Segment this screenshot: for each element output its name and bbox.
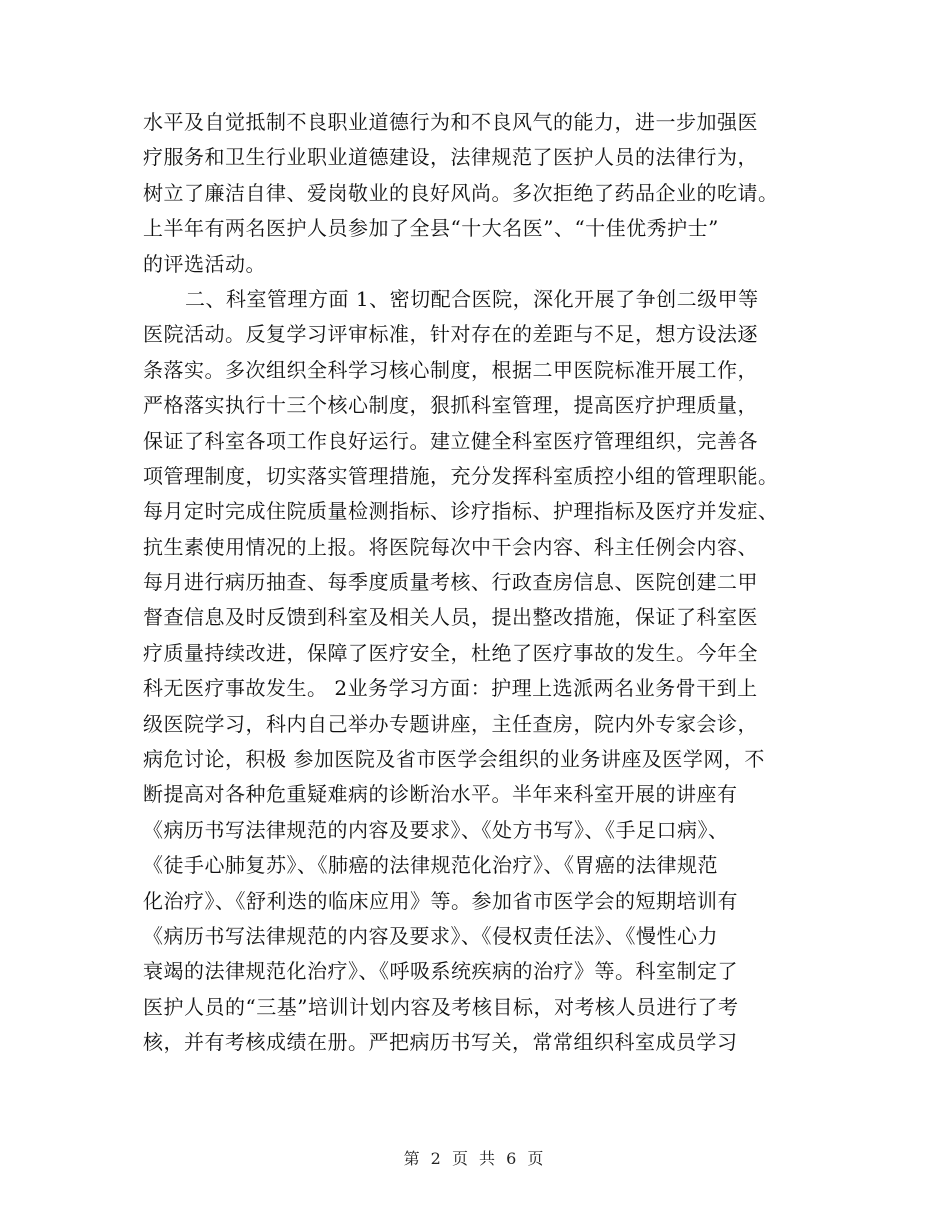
text-line: 的评选活动。 xyxy=(143,251,266,276)
text-line: 医护人员的“三基”培训计划内容及考核目标，对考核人员进行了考 xyxy=(143,994,739,1019)
text-line: 化治疗》、《舒利迭的临床应用》等。参加省市医学会的短期培训有 xyxy=(143,888,738,913)
text-line: 衰竭的法律规范化治疗》、《呼吸系统疾病的治疗》等。科室制定了 xyxy=(143,959,738,984)
text-line: 条落实。多次组织全科学习核心制度，根据二甲医院标准开展工作， xyxy=(143,357,758,382)
text-line: 《病历书写法律规范的内容及要求》、《处方书写》、《手足口病》、 xyxy=(143,817,729,842)
text-line: 科无医疗事故发生。 2业务学习方面：护理上选派两名业务骨干到上 xyxy=(143,676,758,701)
text-line: 疗服务和卫生行业职业道德建设，法律规范了医护人员的法律行为， xyxy=(143,145,758,170)
text-line: 每月定时完成住院质量检测指标、诊疗指标、护理指标及医疗并发症、 xyxy=(143,499,779,524)
text-line: 断提高对各种危重疑难病的诊断治水平。半年来科室开展的讲座有 xyxy=(143,782,738,807)
body-text xyxy=(143,105,823,1061)
text-line: 水平及自觉抵制不良职业道德行为和不良风气的能力，进一步加强医 xyxy=(143,110,758,134)
text-line: 二、科室管理方面 1、密切配合医院，深化开展了争创二级甲等 xyxy=(185,286,759,311)
text-line: 抗生素使用情况的上报。将医院每次中干会内容、科主任例会内容、 xyxy=(143,534,758,559)
text-line: 严格落实执行十三个核心制度，狠抓科室管理，提高医疗护理质量， xyxy=(143,393,758,418)
text-line: 树立了廉洁自律、爱岗敬业的良好风尚。多次拒绝了药品企业的吃请。 xyxy=(143,180,779,205)
text-line: 医院活动。反复学习评审标准，针对存在的差距与不足，想方设法逐 xyxy=(143,322,758,347)
text-line: 上半年有两名医护人员参加了全县“十大名医”、“十佳优秀护士” xyxy=(143,216,719,241)
text-line: 病危讨论，积极 参加医院及省市医学会组织的业务讲座及医学网，不 xyxy=(143,747,765,772)
text-line: 《徒手心肺复苏》、《肺癌的法律规范化治疗》、《胃癌的法律规范 xyxy=(143,853,718,878)
text-line: 督查信息及时反馈到科室及相关人员，提出整改措施，保证了科室医 xyxy=(143,605,758,630)
text-line: 项管理制度，切实落实管理措施，充分发挥科室质控小组的管理职能。 xyxy=(143,463,779,488)
text-line: 核，并有考核成绩在册。严把病历书写关，常常组织科室成员学习 xyxy=(143,1030,738,1055)
text-line: 保证了科室各项工作良好运行。建立健全科室医疗管理组织，完善各 xyxy=(143,428,758,453)
text-line: 级医院学习，科内自己举办专题讲座，主任查房，院内外专家会诊， xyxy=(143,711,758,736)
text-line: 每月进行病历抽查、每季度质量考核、行政查房信息、医院创建二甲 xyxy=(143,570,758,595)
text-line: 《病历书写法律规范的内容及要求》、《侵权责任法》、《慢性心力 xyxy=(143,923,718,948)
text-line: 疗质量持续改进，保障了医疗安全，杜绝了医疗事故的发生。今年全 xyxy=(143,640,758,665)
page-footer: 第 2 页 共 6 页 xyxy=(403,1149,547,1168)
